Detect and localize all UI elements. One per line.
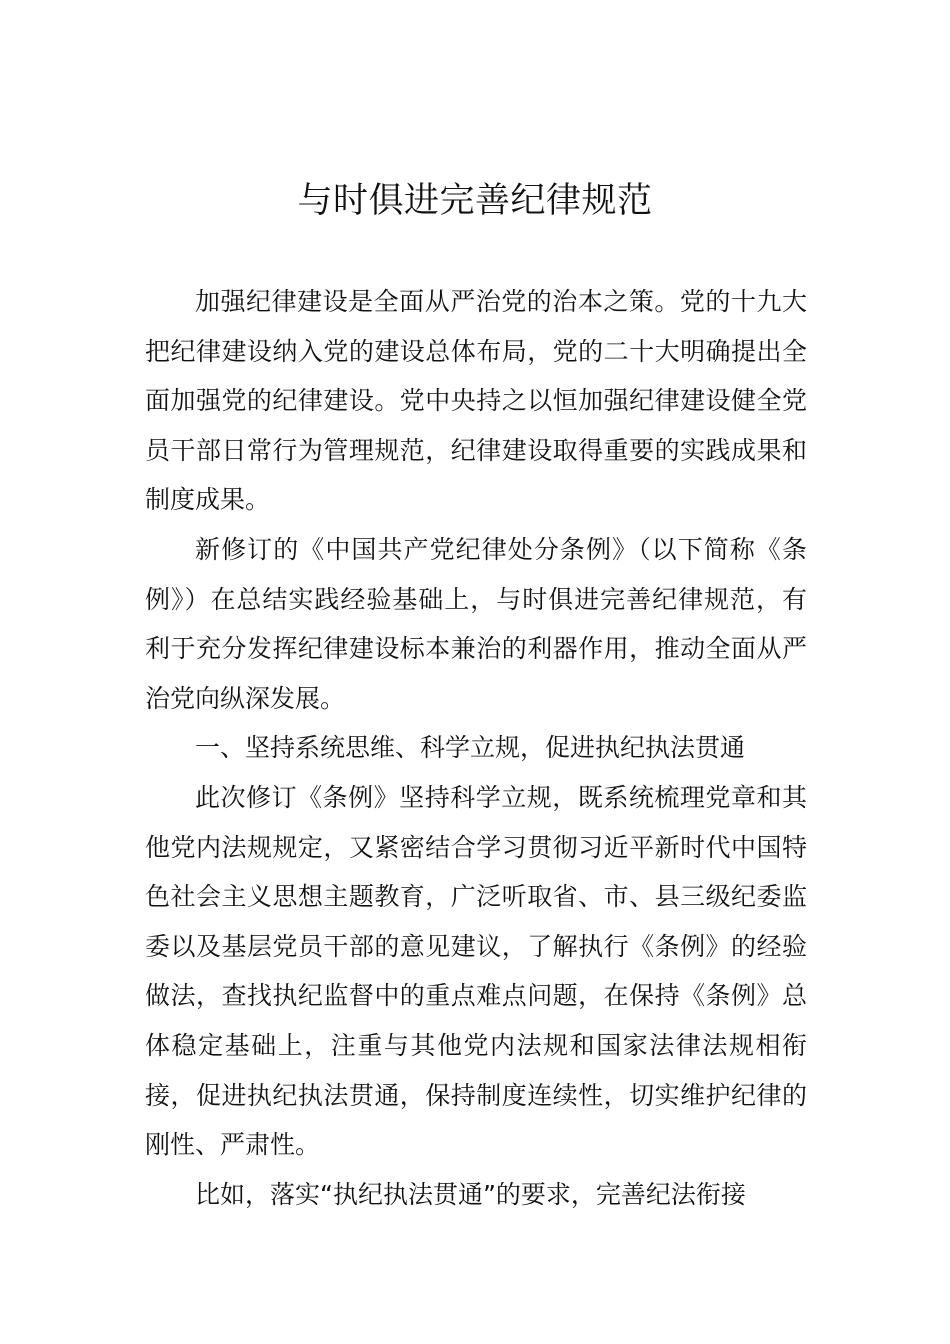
document-title: 与时俱进完善纪律规范 <box>297 181 653 221</box>
paragraph-2: 新修订的《中国共产党纪律处分条例》（以下简称《条例》）在总结实践经验基础上，与时俱进完善纪律规范，有利于充分发挥纪律建设标本兼治的利器作用，推动全面从严治党向纵深发展。 <box>145 534 807 713</box>
paragraph-1: 加强纪律建设是全面从严治党的治本之策。党的十九大把纪律建设纳入党的建设总体布局，党的二十大明确提出全面加强党的纪律建设。党中央持之以恒加强纪律建设健全党员干部日常行为管理规范，纪律建设取得重要的实践成果和制度成果。 <box>145 287 807 515</box>
document-body <box>145 277 807 1219</box>
paragraph-3: 此次修订《条例》坚持科学立规，既系统梳理党章和其他党内法规规定，又紧密结合学习贯彻习近平新时代中国特色社会主义思想主题教育，广泛听取省、市、县三级纪委监委以及基层党员干部的意见建议，了解执行《条例》的经验做法，查找执纪监督中的重点难点问题，在保持《条例》总体稳定基础上，注重与其他党内法规和国家法律法规相衔接，促进执纪执法贯通，保持制度连续性，切实维护纪律的刚性、严肃性。 <box>145 782 807 1160</box>
paragraph-4: 比如，落实“执纪执法贯通”的要求，完善纪法衔接 <box>195 1179 746 1209</box>
section-heading-1: 一、坚持系统思维、科学立规，促进执纪执法贯通 <box>195 733 746 763</box>
